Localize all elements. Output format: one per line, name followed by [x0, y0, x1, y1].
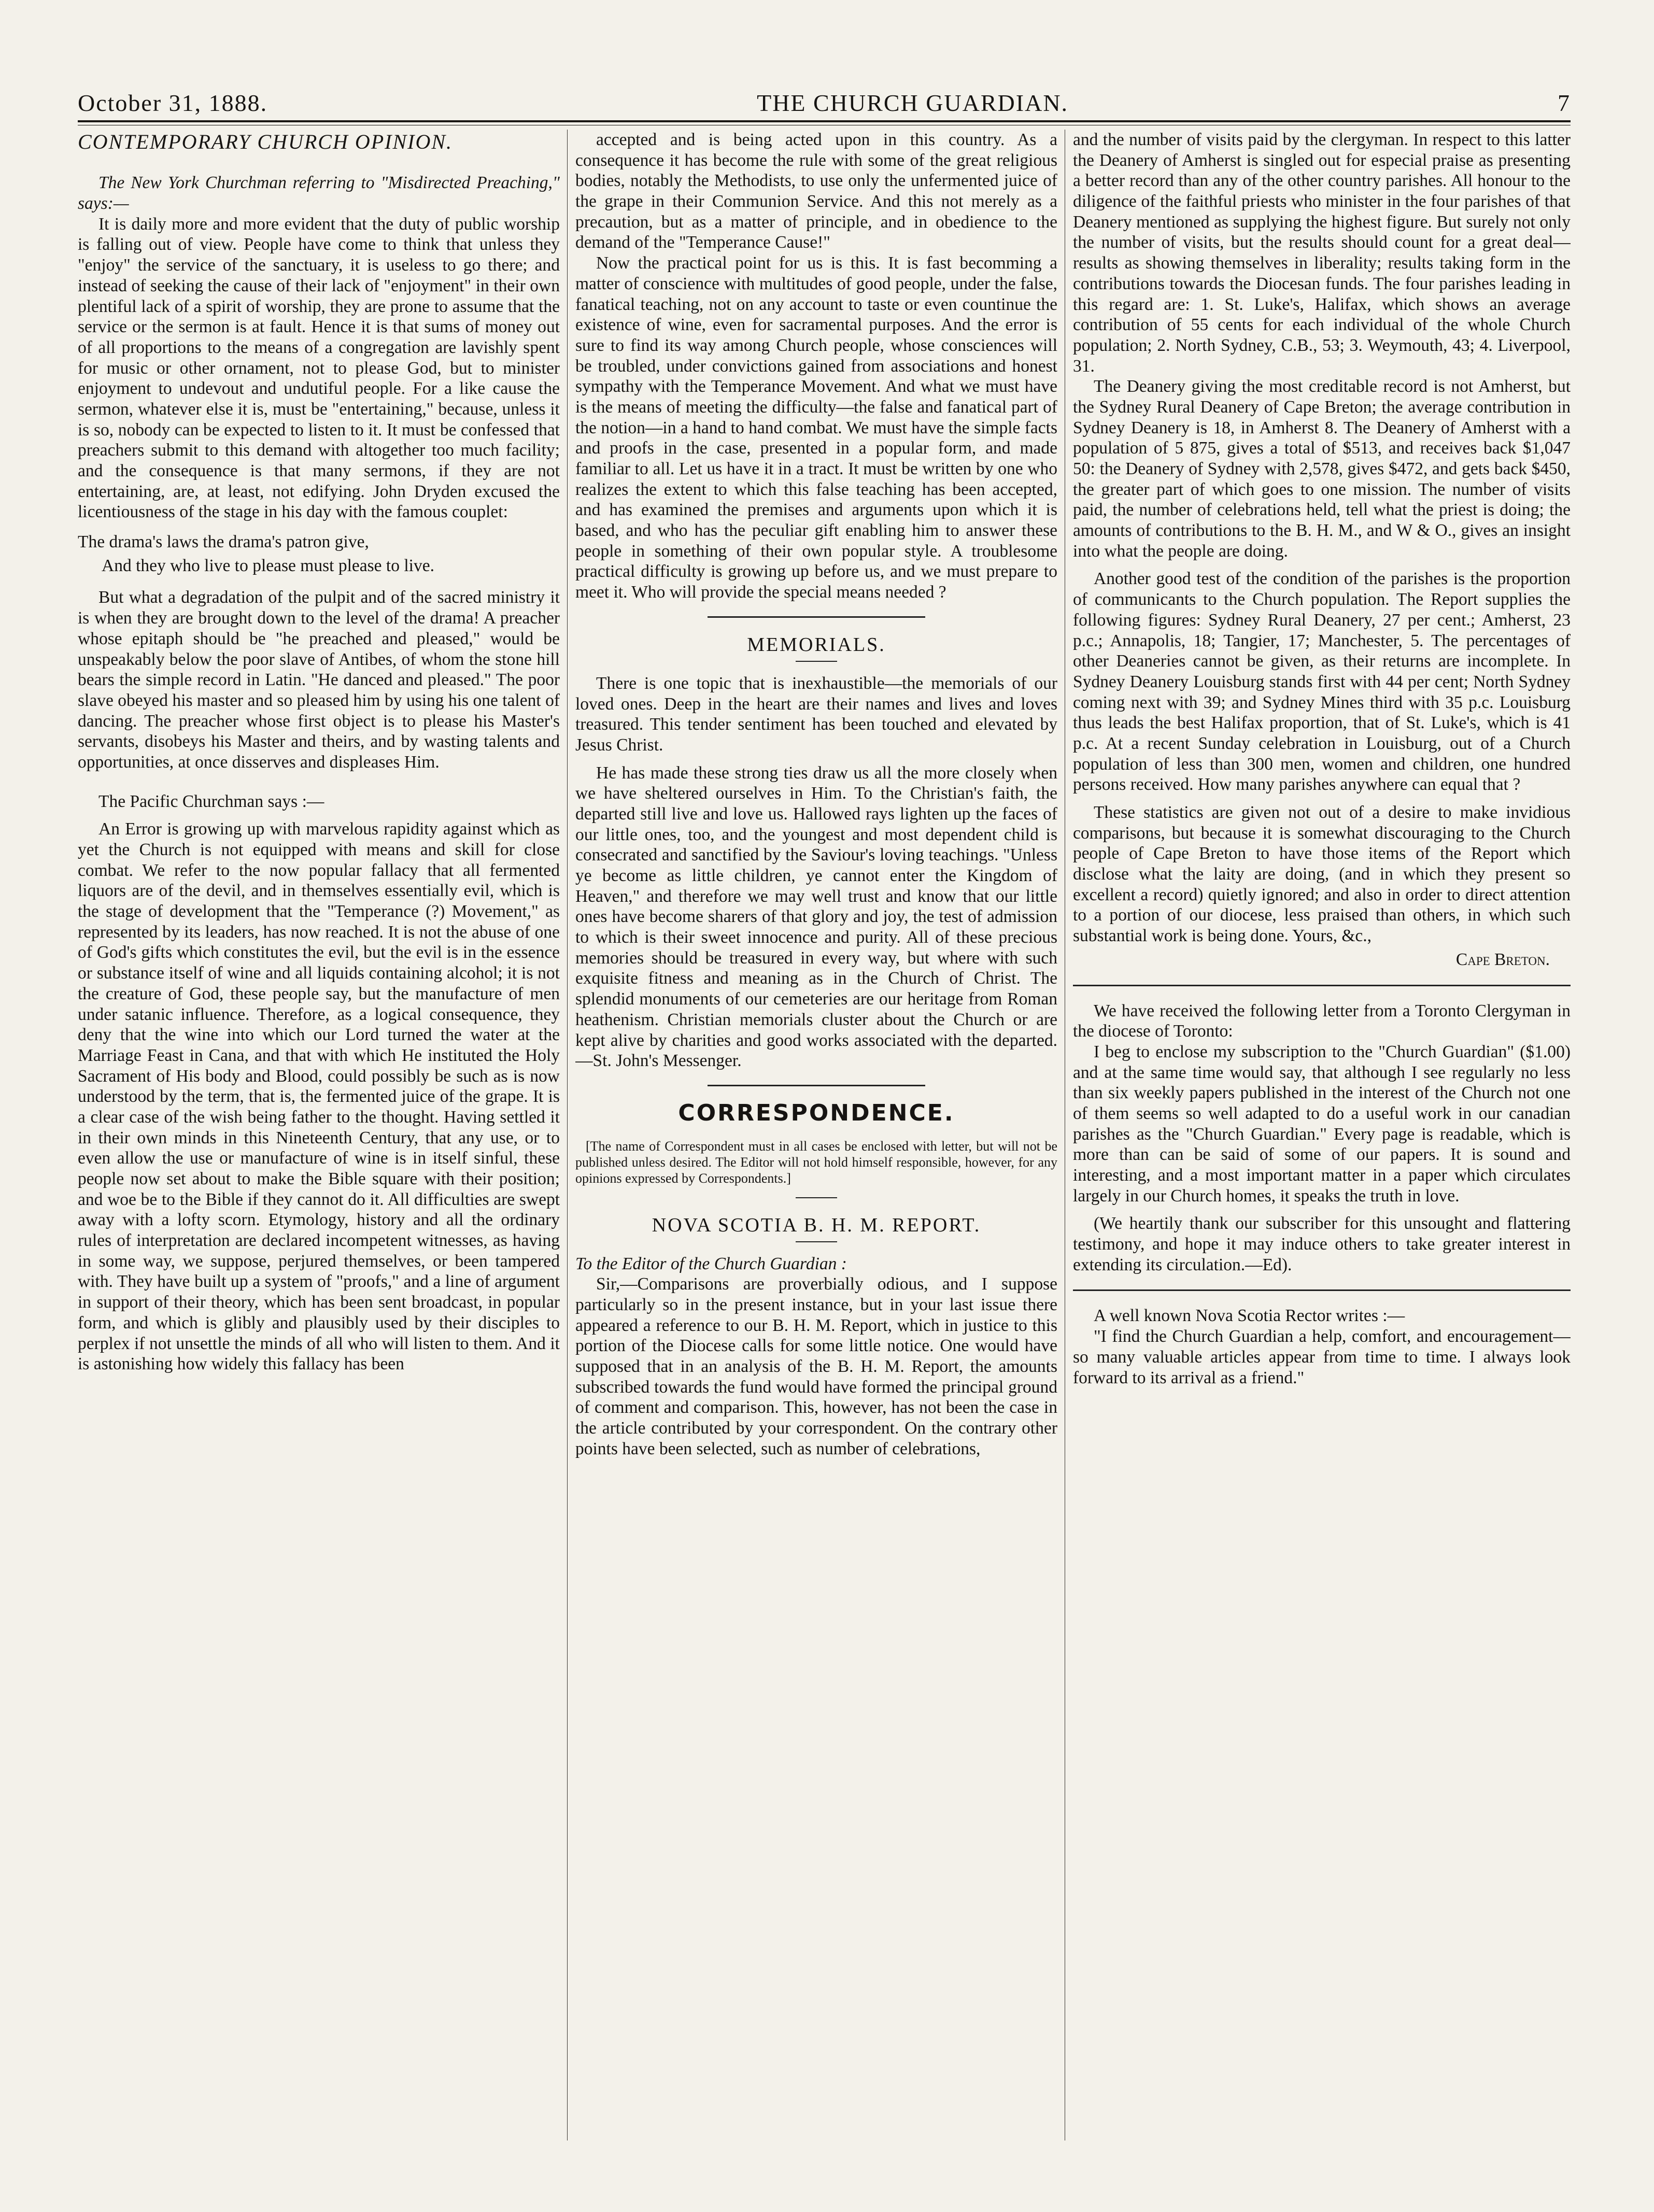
column-3	[1073, 130, 1571, 2151]
heading-underline	[796, 1241, 837, 1242]
section-divider	[1073, 1289, 1571, 1291]
section-divider	[708, 616, 925, 618]
editorial-note: [The name of Correspondent must in all cases be enclosed with letter, but will not be published unless desired. The Editor will not hold himself responsible, however, for any opinions expressed by Correspondents.]	[575, 1139, 1057, 1186]
masthead	[78, 80, 1571, 117]
letter-salutation: To the Editor of the Church Guardian :	[575, 1254, 847, 1273]
section-heading-correspondence: CORRESPONDENCE.	[678, 1099, 955, 1126]
article-paragraph: There is one topic that is inexhaustible—the memorials of our loved ones. Deep in the heart are their names and lives and loves treasured. This tender sentiment has been touched and elevated by Jesus Christ.	[575, 673, 1057, 755]
article-paragraph: The Deanery giving the most creditable record is not Amherst, but the Sydney Rural Deanery of Cape Breton; the average contribution in Sydney Deanery is 18, in Amherst 8. The Deanery of Amherst with a population of 5 875, gives a total of $513, and receives back $1,047 50: the Deanery of Sydney with 2,578, gives $472, and gets back $450, the greater part of which goes to one mission. The number of visits paid, the number of celebrations held, tell what the priest is doing; the amounts of contributions to the B. H. M., and W & O., gives an insight into what the people are doing.	[1073, 377, 1571, 561]
section-divider	[1073, 985, 1571, 986]
article-paragraph: Sir,—Comparisons are proverbially odious, and I suppose particularly so in the present instance, but in your last issue there appeared a reference to our B. H. M. Report, which in justice to this portion of the Diocese calls for some little notice. One would have supposed that in an analysis of the B. H. M. Report, the amounts subscribed towards the fund would have formed the principal ground of comment and comparison. This, however, has not been the case in the article contributed by your correspondent. On the contrary other points have been selected, such as number of celebrations,	[575, 1274, 1057, 1458]
article-paragraph: Another good test of the condition of the parishes is the proportion of communicants to the Church population. The Report supplies the following figures: Sydney Rural Deanery, 27 per cent.; Amherst, 23 p.c.; Annapolis, 18; Tangier, 17; Manchester, 5. The percentages of other Deaneries cannot be given, as their returns are incomplete. In Sydney Deanery Louisburg stands first with 44 per cent; North Sydney coming next with 39; and Sydney Mines third with 35 p.c. Louisburg thus leads the best Halifax proportion, that of St. Luke's, which is 41 p.c. At a recent Sunday celebration in Louisburg, out of a Church population of less than 300 men, women and children, one hundred persons received. How many parishes anywhere can equal that ?	[1073, 569, 1571, 795]
article-paragraph: An Error is growing up with marvelous rapidity against which as yet the Church is not equipped with means and skill for close combat. We refer to the now popular fallacy that all fermented liquors are of the devil, and in themselves essentially evil, which is the stage of development that the "Temperance (?) Movement," as represented by its leaders, has now reached. It is not the abuse of one of God's gifts which constitutes the evil, but the evil is in the essence or substance itself of wine and all liquids containing alcohol; it is not the creature of God, these people say, but the manufacture of men under satanic influence. Therefore, as a logical consequence, they deny that the wine into which our Lord turned the water at the Marriage Feast in Cana, and that with which He instituted the Holy Sacrament of His body and Blood, could possibly be such as is now understood by the term, that is, the fermented juice of the grape. It is a clear case of the wish being father to the thought. Having settled it in their own minds in this Nineteenth Century, that any use, or to even allow the use or manufacture of wine is in itself sinful, these people now set about to make the Bible square with their position; and woe be to the Bible if they cannot do it. All difficulties are swept away with a lofty scorn. Etymology, history and all the ordinary rules of interpretation are declared incompetent witnesses, as having in some way, we suppose, perjured themselves, or been tampered with. They have built up a system of "proofs," and a line of argument in support of their theory, which has been sent broadcast, in popular form, and which is glibly and plausibly used by their disciples to perplex if not unsettle the minds of all who will listen to them. And it is astonishing how widely this fallacy has been	[78, 819, 560, 1374]
issue-date: October 31, 1888.	[78, 90, 268, 116]
editor-reply: (We heartily thank our subscriber for this unsought and flattering testimony, and hope it may induce others to take greater interest in extending its circulation.—Ed).	[1073, 1214, 1571, 1274]
verse-line: And they who live to please must please to live.	[102, 556, 434, 575]
article-paragraph: These statistics are given not out of a desire to make invidious comparisons, but because it is somewhat discouraging to the Church people of Cape Breton to have those items of the Report which disclose what the laity are doing, (and in which they present so excellent a record) quietly ignored; and also in order to direct attention to a portion of our diocese, less praised than others, in which such substantial work is being done. Yours, &c.,	[1073, 803, 1571, 946]
section-heading-nova-scotia: NOVA SCOTIA B. H. M. REPORT.	[652, 1214, 981, 1236]
quotation: "I find the Church Guardian a help, comfort, and encouragement—so many valuable articles appear from time to time. I always look forward to its arrival as a friend."	[1073, 1327, 1571, 1387]
article-paragraph: accepted and is being acted upon in this country. As a consequence it has become the rule with some of the great religious bodies, notably the Methodists, to use only the unfermented juice of the grape in their Communion Service. And this not merely as a precaution, but as a matter of principle, and in obedience to the demand of the "Temperance Cause!"	[575, 130, 1057, 252]
article-paragraph: But what a degradation of the pulpit and of the sacred ministry it is when they are brought down to the level of the drama! A preacher whose epitaph should be "he preached and pleased," would be unspeakably below the poor slave of Antibes, of whom the stone hill bears the simple record in Latin. "He danced and pleased." The poor slave obeyed his master and so pleased him by using his one talent of dancing. The preacher whose first object is to please his Master's servants, disobeys his Master and theirs, and by wasting talents and opportunities, at once disserves and displeases Him.	[78, 588, 560, 772]
section-heading-contemporary: CONTEMPORARY CHURCH OPINION.	[78, 130, 453, 153]
verse-line: The drama's laws the drama's patron give,	[78, 532, 369, 552]
paper-title: THE CHURCH GUARDIAN.	[757, 90, 1069, 116]
heading-underline	[796, 1197, 837, 1198]
heading-underline	[796, 661, 837, 662]
article-paragraph: A well known Nova Scotia Rector writes :—	[1094, 1306, 1405, 1326]
section-divider	[708, 1085, 925, 1086]
article-paragraph: It is daily more and more evident that the duty of public worship is falling out of view. People have come to think that unless they "enjoy" the service of the sanctuary, it is useless to go there; and instead of seeking the cause of their lack of "enjoyment" in their own plentiful lack of a spirit of worship, they are prone to assume that the service or the sermon is at fault. Hence it is that sums of money out of all proportions to the means of a congregation are lavishly spent for music or other ornament, not to please God, but to minister enjoyment to undevout and undutiful people. For a like cause the sermon, whatever else it is, must be "entertaining," because, unless it is so, nobody can be expected to listen to it. It must be confessed that preachers submit to this demand with altogether too much facility; and the consequence is that many sermons, if they are not entertaining, are, at least, not edifying. John Dryden excused the licentiousness of the stage in his day with the famous couplet:	[78, 214, 560, 522]
letter-signature: Cape Breton.	[1455, 949, 1550, 969]
article-paragraph: We have received the following letter from a Toronto Clergyman in the diocese of Toronto:	[1073, 1001, 1571, 1041]
column-2	[575, 130, 1057, 2151]
article-intro: The Pacific Churchman says :—	[98, 791, 324, 811]
article-intro: The New York Churchman referring to "Misdirected Preaching," says:—	[78, 173, 560, 214]
article-paragraph: Now the practical point for us is this. It is fast becomming a matter of conscience with multitudes of good people, under the false, fanatical teaching, not on any account to taste or even countinue the existence of wine, even for sacramental purposes. And the error is sure to find its way among Church people, whose consciences will be troubled, under convictions gained from associations and honest sympathy with the Temperance Movement. And what we must have is the means of meeting the difficulty—the false and fanatical part of the notion—in a hand to hand combat. We must have the simple facts and proofs in the case, presented in a popular form, and made familiar to all. Let us have it in a tract. It must be written by one who realizes the extent to which this false teaching has been accepted, and has examined the premises and arguments upon which it is based, and who has the peculiar gift enabling him to answer these people in something of their own popular style. A troublesome practical difficulty is growing up before us, and we must prepare to meet it. Who will provide the special means needed ?	[575, 253, 1057, 602]
column-1	[78, 130, 560, 2151]
article-paragraph: I beg to enclose my subscription to the "Church Guardian" ($1.00) and at the same time would say, that although I see regularly no less than six weekly papers published in the interest of the Church not one of them seems so well adapted to do a useful work in our canadian parishes as the "Church Guardian." Every page is readable, which is more than can be said of some of our papers. It is sound and interesting, and a most important matter in a paper which circulates largely in our Church homes, it speaks the truth in love.	[1073, 1042, 1571, 1206]
masthead-rule	[78, 120, 1571, 125]
page-number: 7	[1557, 90, 1571, 116]
column-divider	[567, 130, 568, 2140]
article-paragraph: and the number of visits paid by the clergyman. In respect to this latter the Deanery of Amherst is singled out for especial praise as presenting a better record than any of the other country parishes. All honour to the diligence of the faithful priests who minister in the four parishes of that Deanery mentioned as supplying the highest figure. But surely not only the number of visits, but the results should count for a great deal—results as showing themselves in liberality; results taking form in the contributions towards the Diocesan funds. The four parishes leading in this regard are: 1. St. Luke's, Halifax, which shows an average contribution of 55 cents for each individual of the whole Church population; 2. North Sydney, C.B., 53; 3. Weymouth, 43; 4. Liverpool, 31.	[1073, 130, 1571, 376]
section-heading-memorials: MEMORIALS.	[747, 633, 886, 656]
article-paragraph: He has made these strong ties draw us all the more closely when we have sheltered ourselves in Him. To the Christian's faith, the departed still live and love us. Hallowed rays lighten up the faces of our little ones, too, and the youngest and most dependent child is consecrated and sanctified by the Saviour's loving teachings. "Unless ye become as little children, ye cannot enter the Kingdom of Heaven," and therefore we may well trust and know that our little ones have become sharers of that glory and joy, the test of admission to which is their sweet innocence and purity. All of these precious memories should be treasured in every way, but where with such exquisite fitness and meaning as in the Church of Christ. The splendid monuments of our cemeteries are our heritage from Roman heathenism. Christian memorials cluster about the Church or are kept alive by charities and good works associated with the departed.—St. John's Messenger.	[575, 763, 1057, 1071]
